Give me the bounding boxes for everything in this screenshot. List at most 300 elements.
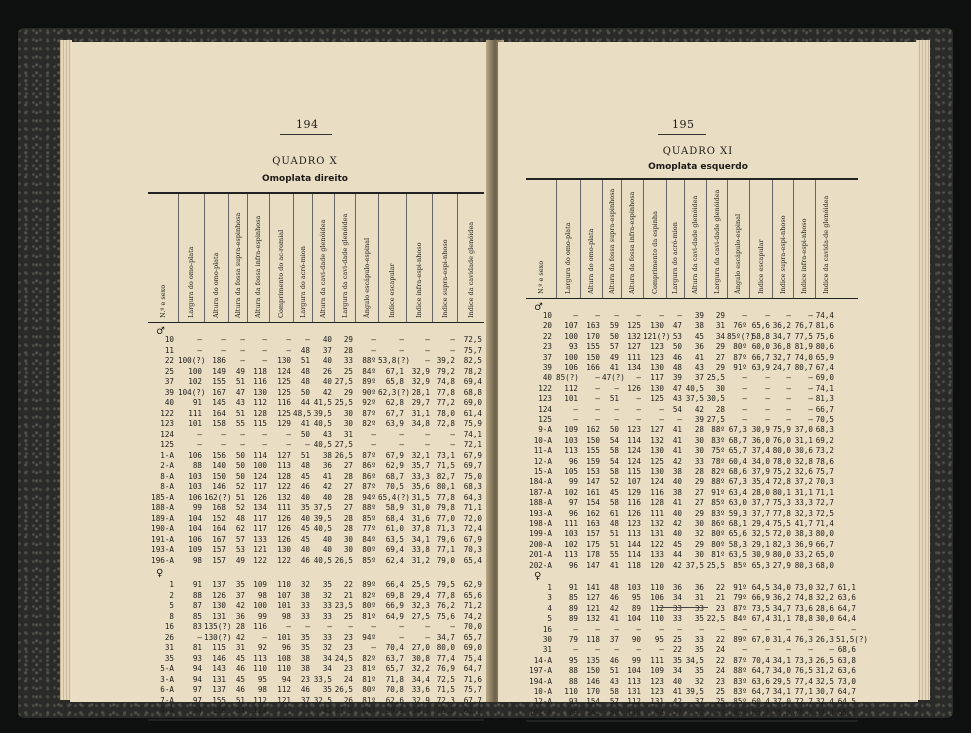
table-cell: 81º: [711, 550, 725, 560]
table-cell: 33: [322, 632, 332, 642]
table-cell: —: [305, 706, 310, 715]
row-label: 124: [160, 429, 174, 439]
table-cell: —: [742, 373, 747, 383]
table-cell: —: [614, 645, 619, 655]
table-cell: 51: [235, 695, 245, 705]
column-separator: [556, 180, 557, 298]
table-cell: 68,0: [815, 560, 834, 570]
table-cell: 130: [650, 383, 664, 393]
table-cell: 45: [672, 539, 682, 549]
table-cell: 75,7: [463, 345, 482, 355]
table-cell: 36,0: [751, 435, 770, 445]
male-symbol: ♂: [156, 326, 165, 337]
table-cell: 69,7: [463, 461, 482, 470]
table-row: [526, 342, 858, 352]
table-cell: 31,1: [772, 614, 791, 624]
row-label: 9-A: [538, 425, 552, 435]
table-cell: 150: [212, 471, 226, 481]
table-cell: 71,1: [815, 487, 834, 497]
table-cell: 62: [235, 524, 245, 533]
table-cell: 124: [627, 456, 641, 466]
table-cell: 133: [650, 550, 664, 560]
table-cell: 79,6: [436, 534, 455, 544]
table-cell: 25: [715, 697, 725, 707]
table-cell: —: [197, 345, 202, 355]
table-row: [526, 394, 858, 404]
table-cell: 28: [343, 345, 353, 355]
table-cell: 68,6: [728, 467, 747, 476]
table-row: [526, 373, 858, 383]
table-cell: 81,3: [815, 394, 834, 404]
table-cell: 128: [650, 498, 664, 508]
table-cell: 144: [627, 539, 641, 549]
table-cell: 60,0: [751, 342, 770, 352]
table-cell: 39: [672, 373, 682, 383]
table-cell: —: [808, 415, 813, 424]
table-cell: 21: [343, 590, 353, 600]
table-cell: 62,6: [385, 695, 404, 705]
table-cell: 130: [253, 387, 267, 397]
table-cell: 70,4: [385, 643, 404, 652]
table-cell: —: [262, 345, 267, 355]
row-label: 26: [164, 632, 174, 642]
table-cell: 121: [277, 695, 291, 705]
table-cell: 34,0: [772, 666, 791, 676]
table-cell: 78,2: [463, 366, 482, 376]
table-cell: 175: [586, 539, 600, 549]
table-cell: 105: [564, 467, 578, 476]
table-cell: 63,6: [837, 593, 856, 603]
table-cell: 33: [672, 614, 682, 624]
table-cell: 132: [650, 435, 664, 445]
table-cell: 32: [694, 529, 704, 539]
table-cell: 122: [253, 555, 267, 565]
table-cell: 94: [192, 664, 202, 673]
table-cell: 79,8: [436, 503, 455, 512]
table-cell: 85º: [733, 697, 747, 707]
table-cell: —: [595, 415, 600, 424]
table-cell: 82,7: [436, 471, 455, 481]
table-cell: 33: [300, 611, 310, 621]
table-cell: 33: [343, 356, 353, 365]
table-cell: 72,1: [463, 440, 482, 449]
table-cell: —: [262, 440, 267, 449]
table-cell: 95: [257, 674, 267, 684]
table-cell: 113: [277, 461, 291, 470]
table-cell: 40: [672, 529, 682, 539]
table-cell: 87: [192, 601, 202, 610]
table-cell: 72,8: [436, 419, 455, 428]
table-row: [148, 335, 484, 345]
table-cell: 22,5: [706, 614, 725, 624]
table-cell: 30: [715, 383, 725, 393]
table-cell: 64,3: [463, 492, 482, 502]
column-separator: [228, 194, 229, 322]
table-cell: 47: [672, 321, 682, 331]
table-cell: 86º: [711, 519, 725, 528]
table-cell: 99: [192, 503, 202, 512]
column-header: Indice infra-espi-nhoso: [415, 242, 423, 318]
column-separator: [602, 180, 603, 298]
table-cell: 29: [715, 363, 725, 372]
table-cell: 104: [188, 513, 202, 523]
table-cell: 30,7: [815, 687, 834, 696]
table-cell: 83º: [733, 687, 747, 696]
table-cell: 52: [235, 482, 245, 491]
table-cell: 66,9: [751, 593, 770, 603]
table-cell: 51: [235, 408, 245, 418]
table-cell: 71,6: [463, 674, 482, 684]
table-cell: 34,1: [772, 687, 791, 696]
row-label: 2: [169, 590, 174, 600]
table-cell: 88: [192, 590, 202, 600]
table-cell: 109: [253, 580, 267, 589]
table-cell: 87º: [733, 352, 747, 362]
row-label: 37: [542, 352, 552, 362]
table-cell: 131: [650, 697, 664, 707]
table-cell: 37,5: [685, 560, 704, 570]
table-cell: 69,0: [815, 373, 834, 383]
table-cell: 50: [235, 461, 245, 470]
table-cell: 154: [586, 498, 600, 508]
table-cell: 110: [277, 580, 291, 589]
table-cell: 36,9: [794, 539, 813, 549]
table-cell: 37,2: [794, 477, 813, 487]
table-cell: 33,3: [794, 498, 813, 508]
table-cell: 39: [694, 311, 704, 320]
table-cell: 46: [235, 664, 245, 673]
table-cell: 108: [277, 653, 291, 663]
table-cell: 45: [235, 653, 245, 663]
table-cell: 72,0: [772, 529, 791, 539]
table-cell: 26,5: [334, 450, 353, 460]
table-cell: 31,5: [411, 492, 430, 502]
table-cell: 26: [343, 695, 353, 705]
table-cell: 41: [672, 446, 682, 456]
table-cell: 46: [672, 352, 682, 362]
table-cell: 33: [694, 635, 704, 644]
table-row: [148, 535, 484, 545]
table-cell: 44: [300, 398, 310, 407]
table-row: [148, 643, 484, 653]
table-cell: 109: [188, 545, 202, 554]
table-cell: 107: [564, 321, 578, 331]
table-cell: 82º: [362, 590, 376, 600]
table-cell: 123: [650, 352, 664, 362]
table-cell: 125: [627, 321, 641, 331]
table-cell: —: [240, 440, 245, 449]
table-cell: —: [851, 624, 856, 634]
table-cell: 26,5: [334, 685, 353, 694]
table-cell: 31,1: [411, 408, 430, 418]
table-cell: 37: [694, 373, 704, 383]
table-cell: 113: [253, 653, 267, 663]
table-cell: —: [425, 622, 430, 631]
table-cell: 129: [627, 487, 641, 497]
table-cell: 75,0: [463, 471, 482, 481]
table-row: [526, 457, 858, 467]
table-cell: 98: [257, 590, 267, 600]
table-cell: —: [197, 429, 202, 439]
table-cell: 65,0: [815, 550, 834, 560]
table-cell: 89º: [362, 580, 376, 589]
table-cell: 127: [586, 593, 600, 603]
table-cell: 41: [672, 435, 682, 445]
table-cell: 29: [715, 311, 725, 320]
table-cell: 45: [235, 674, 245, 684]
footer-rule: [658, 607, 708, 608]
table-cell: 76,5: [794, 666, 813, 676]
table-cell: 28: [694, 425, 704, 435]
table-cell: 88: [568, 676, 578, 686]
row-label: 3-A: [160, 674, 174, 684]
table-cell: 87º: [362, 450, 376, 460]
table-cell: 65,6: [751, 321, 770, 331]
table-cell: 23: [343, 643, 353, 652]
column-separator: [293, 194, 294, 322]
table-cell: 35: [694, 645, 704, 655]
table-cell: 37: [672, 707, 682, 717]
table-cell: 22: [343, 580, 353, 589]
table-row: [148, 356, 484, 366]
table-cell: —: [595, 373, 600, 383]
table-cell: 73,2: [815, 446, 834, 456]
table-cell: —: [425, 632, 430, 642]
table-cell: 42: [235, 632, 245, 642]
table-cell: 74,0: [794, 352, 813, 362]
table-cell: 36: [672, 583, 682, 592]
table-cell: 106: [188, 492, 202, 502]
row-label: 185-A: [151, 492, 174, 502]
table-cell: 29: [343, 387, 353, 397]
table-cell: 40: [672, 477, 682, 487]
table-cell: 80º: [733, 342, 747, 352]
table-cell: —: [286, 706, 291, 715]
table-cell: 31,6: [411, 513, 430, 523]
table-cell: 75,4: [463, 653, 482, 663]
table-cell: 164: [212, 524, 226, 533]
table-cell: 124: [627, 446, 641, 456]
table-cell: 30: [343, 534, 353, 544]
table-cell: —: [595, 383, 600, 393]
table-cell: 112: [253, 398, 267, 407]
table-cell: 131: [627, 687, 641, 696]
table-cell: 51: [235, 377, 245, 386]
table-cell: —: [595, 624, 600, 634]
table-cell: 39,5: [313, 408, 332, 418]
table-cell: 22: [715, 635, 725, 644]
table-cell: 32: [694, 676, 704, 686]
table-cell: 73,6: [794, 603, 813, 613]
table-cell: 74,8: [436, 377, 455, 386]
table-cell: 71,1: [463, 503, 482, 512]
table-cell: —: [659, 415, 664, 424]
table-cell: 35: [235, 580, 245, 589]
table-cell: 82,3: [772, 539, 791, 549]
table-cell: 71,5: [436, 685, 455, 694]
table-cell: 30,9: [751, 425, 770, 435]
table-cell: 46: [609, 655, 619, 665]
table-cell: 72,7: [794, 697, 813, 707]
table-cell: 115: [627, 467, 641, 476]
column-header: Altura da fossa infra-espinhosa: [254, 215, 262, 318]
table-cell: 51,5(?): [836, 635, 869, 644]
column-separator: [815, 180, 816, 298]
table-cell: 107: [627, 477, 641, 487]
table-cell: 40: [322, 492, 332, 502]
table-cell: —: [399, 429, 404, 439]
table-cell: 41: [300, 419, 310, 428]
row-label: 37: [164, 377, 174, 386]
table-cell: 132: [627, 331, 641, 341]
table-cell: 23: [343, 664, 353, 673]
table-cell: 81º: [362, 695, 376, 705]
table-row: [148, 388, 484, 398]
column-separator: [406, 194, 407, 322]
right-page-edges: [916, 40, 930, 700]
table-cell: —: [305, 335, 310, 344]
table-cell: 75,6: [815, 331, 834, 341]
table-cell: 68,1: [728, 519, 747, 528]
table-cell: 27: [694, 498, 704, 508]
table-cell: 33,8: [411, 545, 430, 554]
table-cell: 27,5: [334, 377, 353, 386]
table-cell: 81º: [362, 674, 376, 684]
row-label: 1-A: [160, 450, 174, 460]
table-cell: 80,3: [794, 560, 813, 570]
table-row: [148, 633, 484, 643]
table-cell: —: [348, 622, 353, 631]
table-cell: 87º: [733, 603, 747, 613]
table-cell: 24: [715, 645, 725, 655]
table-cell: 31: [343, 429, 353, 439]
table-cell: 40,5: [313, 440, 332, 449]
table-cell: 41: [672, 425, 682, 435]
table-cell: 41: [322, 471, 332, 481]
table-cell: 67,4: [815, 363, 834, 372]
column-header: Largura do omo-plata: [187, 246, 195, 318]
table-cell: 159: [586, 456, 600, 466]
table-cell: 80º: [711, 529, 725, 539]
table-title: QUADRO XI: [662, 146, 734, 157]
column-header: Altura da cavi-dade glenóidea: [319, 219, 327, 318]
table-cell: 54: [609, 435, 619, 445]
table-cell: 55: [609, 550, 619, 560]
table-cell: 61,4: [463, 408, 482, 418]
table-cell: 77,8: [436, 387, 455, 397]
table-cell: 111: [277, 503, 291, 512]
table-cell: —: [286, 622, 291, 631]
table-cell: 28: [343, 471, 353, 481]
table-cell: 33,3: [411, 471, 430, 481]
table-cell: 43: [672, 394, 682, 404]
table-cell: 100(?): [178, 356, 206, 365]
table-cell: 111: [650, 508, 664, 518]
table-cell: 64,5: [751, 583, 770, 592]
row-label: 4: [547, 603, 552, 613]
table-cell: 34: [322, 653, 332, 663]
row-label: 125: [538, 415, 552, 424]
table-cell: 112: [277, 685, 291, 694]
table-cell: 73,1: [436, 450, 455, 460]
table-cell: 33: [300, 601, 310, 610]
table-cell: 35: [300, 503, 310, 512]
column-header: Indice da cavidade glenóidea: [466, 221, 475, 318]
male-symbol: ♂: [534, 302, 543, 313]
table-bottom-rule: [148, 719, 484, 721]
column-separator: [643, 180, 644, 298]
table-cell: 36: [694, 583, 704, 592]
table-cell: 33: [322, 601, 332, 610]
table-cell: 155: [212, 695, 226, 705]
table-cell: 35,6: [411, 482, 430, 491]
table-cell: 51: [300, 356, 310, 365]
table-cell: 27: [343, 482, 353, 491]
table-cell: 170: [586, 687, 600, 696]
table-row: [148, 696, 484, 706]
table-cell: 41: [609, 560, 619, 570]
row-label: 188-A: [151, 503, 174, 512]
row-label: 31: [164, 643, 174, 652]
row-label: 188-A: [529, 498, 552, 508]
table-row: [526, 529, 858, 539]
table-cell: 43: [609, 676, 619, 686]
table-cell: 49: [609, 352, 619, 362]
table-cell: 82º: [362, 419, 376, 428]
table-cell: 86º: [362, 471, 376, 481]
table-cell: 84º: [362, 706, 376, 715]
table-cell: 81,6: [815, 321, 834, 331]
table-cell: —: [221, 429, 226, 439]
table-cell: 32,3: [411, 601, 430, 610]
data-table: [148, 192, 488, 715]
table-cell: 186: [212, 356, 226, 365]
table-cell: 61,1: [837, 583, 856, 592]
table-row: [526, 708, 858, 718]
table-cell: 75º: [711, 446, 725, 456]
table-row: [526, 550, 858, 560]
table-cell: 45: [300, 534, 310, 544]
table-cell: 170: [586, 331, 600, 341]
table-cell: —: [699, 624, 704, 634]
table-cell: —: [240, 429, 245, 439]
table-row: [526, 425, 858, 435]
table-cell: 147: [586, 477, 600, 487]
table-cell: 41: [672, 687, 682, 696]
table-cell: 82º: [711, 467, 725, 476]
row-label: 190-A: [151, 524, 174, 533]
table-row: [526, 405, 858, 415]
table-cell: 48: [300, 366, 310, 376]
header-bottom-rule: [526, 298, 858, 299]
table-cell: 51: [235, 492, 245, 502]
table-cell: 51: [609, 394, 619, 404]
column-header: Altura da fossa supra-espinhosa: [607, 188, 616, 294]
table-row: [526, 477, 858, 487]
table-cell: 155: [586, 342, 600, 352]
table-cell: 90: [631, 635, 641, 644]
table-cell: —: [197, 440, 202, 449]
table-cell: 63,5: [385, 534, 404, 544]
table-cell: 40,5: [313, 524, 332, 533]
table-cell: 29,7: [411, 398, 430, 407]
table-cell: —: [636, 373, 641, 383]
table-cell: —: [450, 429, 455, 439]
table-cell: 27: [694, 487, 704, 497]
table-cell: 130(?): [204, 632, 232, 642]
table-cell: 93: [568, 342, 578, 352]
table-cell: 70,4: [751, 655, 770, 665]
